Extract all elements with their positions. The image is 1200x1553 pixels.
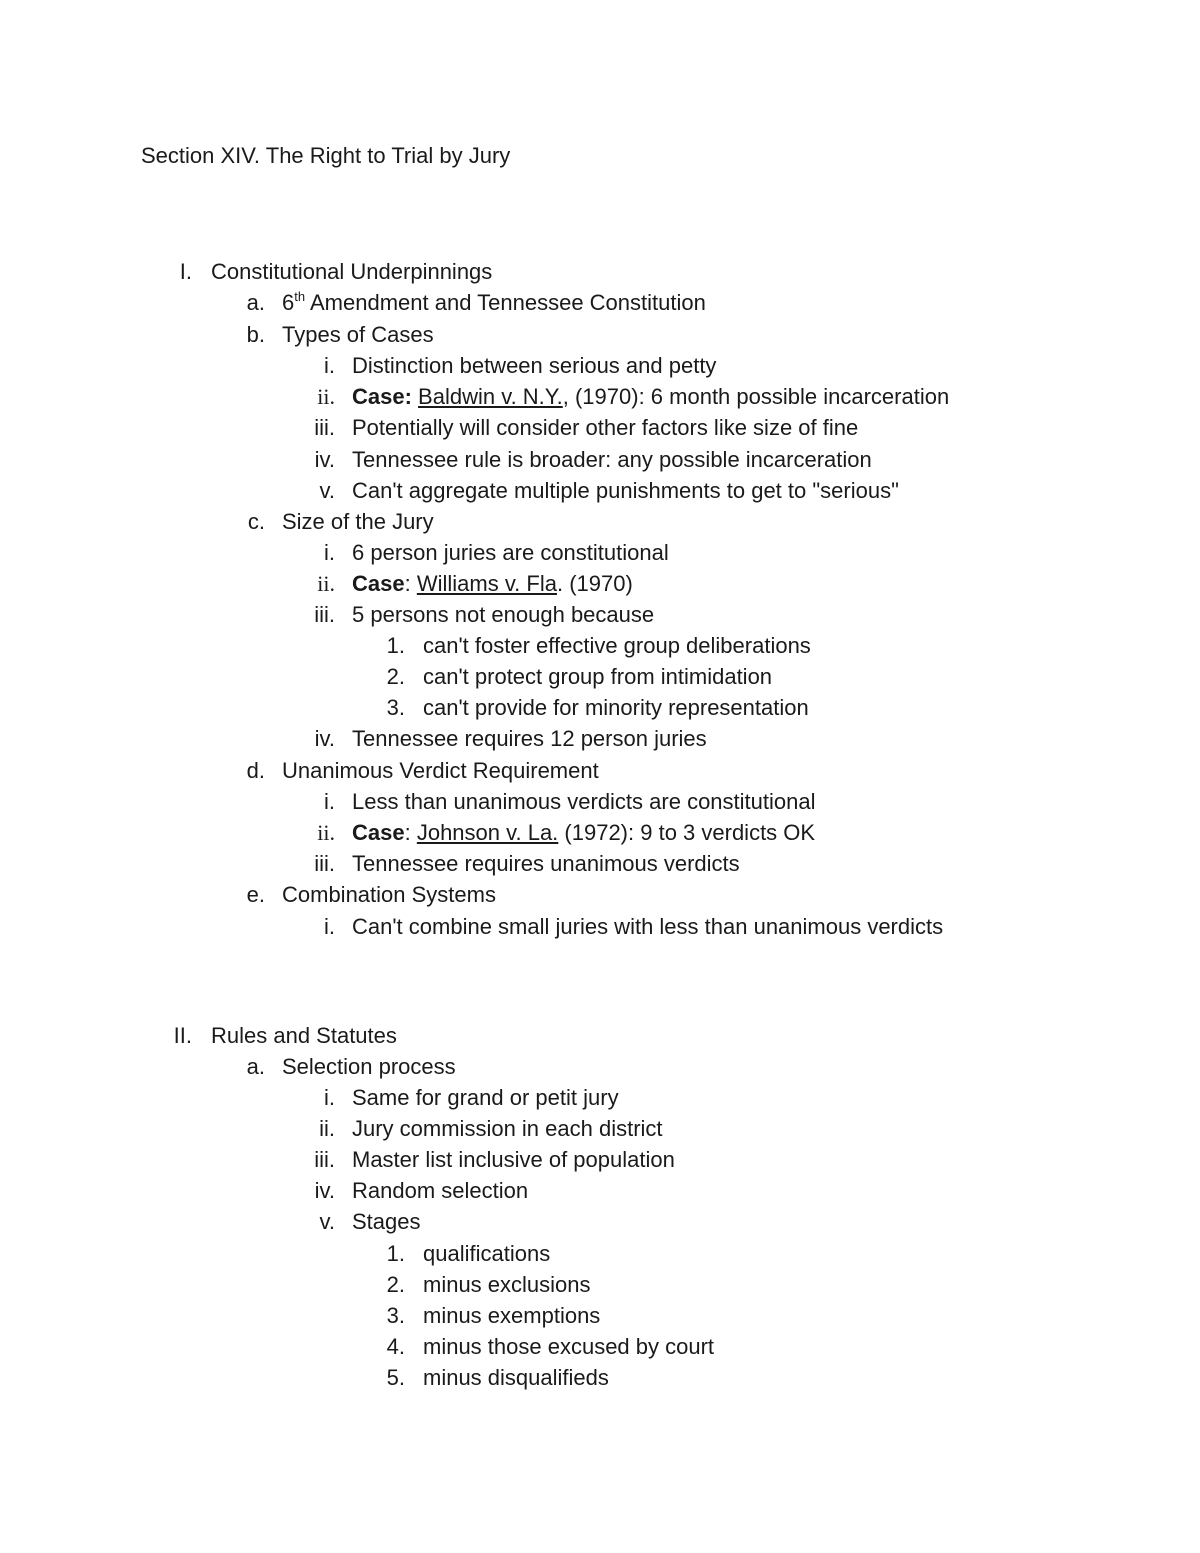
- outline-text: Tennessee requires 12 person juries: [352, 726, 707, 751]
- outline-marker: 5.: [386, 1365, 405, 1390]
- outline-marker: i.: [324, 540, 335, 565]
- outline-marker: i.: [324, 789, 335, 814]
- outline-marker: iii.: [314, 415, 335, 440]
- outline-text: minus exemptions: [423, 1303, 601, 1328]
- outline-text: qualifications: [423, 1241, 551, 1266]
- outline-marker: v.: [319, 1209, 335, 1234]
- outline-text: Tennessee rule is broader: any possible incarceration: [352, 447, 872, 472]
- outline-marker: ii.: [317, 384, 335, 409]
- outline-marker: 3.: [386, 1303, 405, 1328]
- case-citation: Johnson v. La.: [416, 820, 559, 845]
- outline-marker: 2.: [386, 664, 405, 689]
- outline-marker: iv.: [314, 726, 335, 751]
- case-label: Case:: [352, 384, 412, 409]
- section-heading: Rules and Statutes: [211, 1023, 397, 1048]
- outline-text: Case: Johnson v. La. (1972): 9 to 3 verdicts OK: [352, 820, 816, 845]
- outline-text: Stages: [352, 1209, 421, 1234]
- outline-text: Can't aggregate multiple punishments to get to "serious": [352, 478, 899, 503]
- outline-marker: 3.: [386, 695, 405, 720]
- outline-text: can't provide for minority representation: [423, 695, 809, 720]
- outline-text: Combination Systems: [282, 882, 496, 907]
- outline-marker: iii.: [314, 1147, 335, 1172]
- outline-marker: e.: [246, 882, 265, 907]
- outline-text: 6 person juries are constitutional: [352, 540, 669, 565]
- document-title: Section XIV. The Right to Trial by Jury: [141, 143, 511, 168]
- outline-text: minus disqualifieds: [423, 1365, 609, 1390]
- outline-marker: a.: [246, 290, 265, 315]
- outline-marker: 4.: [386, 1334, 405, 1359]
- outline-text: Same for grand or petit jury: [352, 1085, 619, 1110]
- outline-marker: a.: [246, 1054, 265, 1079]
- outline-text: can't protect group from intimidation: [423, 664, 773, 689]
- outline-marker: ii.: [317, 571, 335, 596]
- outline-text: Unanimous Verdict Requirement: [282, 758, 599, 783]
- outline-text: Selection process: [282, 1054, 456, 1079]
- outline-text: Distinction between serious and petty: [352, 353, 717, 378]
- outline-text: can't foster effective group deliberations: [423, 633, 811, 658]
- case-detail: . (1970): [556, 571, 633, 596]
- outline-marker: II.: [173, 1023, 192, 1048]
- amendment-number: 6: [282, 290, 295, 315]
- outline-text: 5 persons not enough because: [352, 602, 655, 627]
- outline-marker: b.: [246, 322, 265, 347]
- outline-text: Less than unanimous verdicts are constitutional: [352, 789, 816, 814]
- outline-marker: ii.: [317, 820, 335, 845]
- outline-marker: iii.: [314, 851, 335, 876]
- outline-marker: i.: [324, 914, 335, 939]
- section-heading: Constitutional Underpinnings: [211, 259, 493, 284]
- outline-text: minus exclusions: [423, 1272, 591, 1297]
- outline-text: Jury commission in each district: [352, 1116, 663, 1141]
- outline-marker: I.: [179, 259, 192, 284]
- case-detail: , (1970): 6 month possible incarceration: [562, 384, 950, 409]
- outline-marker: iv.: [314, 447, 335, 472]
- outline-text: Tennessee requires unanimous verdicts: [352, 851, 740, 876]
- case-citation: Williams v. Fla: [416, 571, 557, 596]
- outline-marker: 2.: [386, 1272, 405, 1297]
- outline-text: minus those excused by court: [423, 1334, 715, 1359]
- outline-text: [352, 381, 949, 412]
- outline-text: Potentially will consider other factors like size of fine: [352, 415, 859, 440]
- outline-marker: i.: [324, 353, 335, 378]
- outline-marker: i.: [324, 1085, 335, 1110]
- outline-marker: d.: [246, 758, 265, 783]
- outline-marker: ii.: [319, 1116, 335, 1141]
- outline-marker: v.: [319, 478, 335, 503]
- outline-marker: iv.: [314, 1178, 335, 1203]
- outline-text: Random selection: [352, 1178, 529, 1203]
- case-label: Case: [352, 571, 405, 596]
- outline-marker: iii.: [314, 602, 335, 627]
- outline-text: Master list inclusive of population: [352, 1147, 675, 1172]
- outline-marker: 1.: [386, 633, 405, 658]
- outline-text: [282, 287, 706, 318]
- outline-text: Types of Cases: [282, 322, 434, 347]
- outline-text: Size of the Jury: [282, 509, 434, 534]
- amendment-text: Amendment and Tennessee Constitution: [305, 290, 706, 315]
- outline-marker: 1.: [386, 1241, 405, 1266]
- outline-marker: c.: [247, 509, 265, 534]
- case-label: Case: [352, 820, 405, 845]
- outline-text: Case: Williams v. Fla. (1970): [352, 571, 633, 596]
- outline-text: Can't combine small juries with less than unanimous verdicts: [352, 914, 944, 939]
- case-citation: Baldwin v. N.Y.: [418, 384, 563, 409]
- case-detail: (1972): 9 to 3 verdicts OK: [558, 820, 816, 845]
- ordinal-suffix: th: [294, 289, 306, 304]
